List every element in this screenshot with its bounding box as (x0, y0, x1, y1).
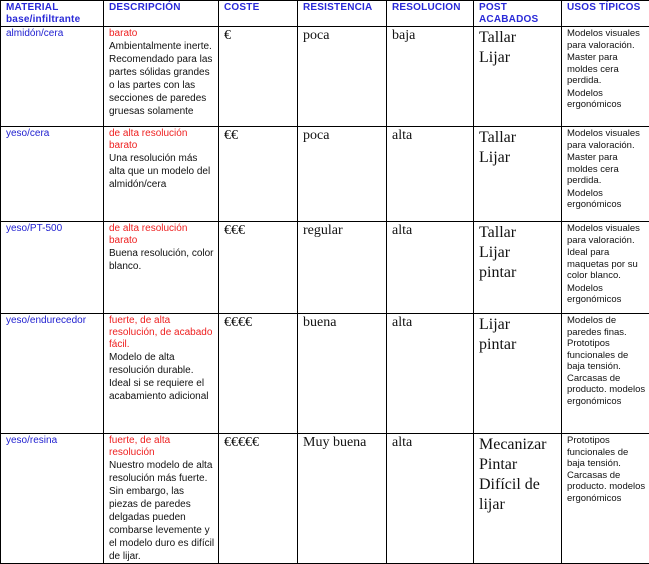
typical-uses-cell (562, 222, 649, 314)
resolution-value: baja (392, 28, 470, 44)
resistance-cell (298, 434, 387, 564)
resistance-value: poca (303, 28, 383, 44)
typical-use-item: Modelos visuales para valoración. (567, 28, 646, 51)
resolution-cell (387, 127, 474, 222)
cost-value: €€€€€ (224, 435, 294, 451)
post-finish-cell (474, 434, 562, 564)
post-finish-item: Difícil de lijar (479, 475, 558, 515)
material-name: yeso/resina (6, 435, 100, 447)
resistance-cell (298, 27, 387, 127)
post-finish-item: pintar (479, 263, 558, 283)
typical-use-item: Prototipos funcionales de baja tensión. Carcasas de producto. modelos ergonómicos (567, 435, 646, 504)
resolution-value: alta (392, 435, 470, 451)
resolution-value: alta (392, 128, 470, 144)
header-row (1, 1, 649, 27)
cost-cell (219, 222, 298, 314)
resistance-cell (298, 314, 387, 434)
description-highlight: fuerte, de alta resolución, de acabado fácil. (109, 315, 215, 351)
resistance-value: poca (303, 128, 383, 144)
description-cell (104, 222, 219, 314)
post-finish-cell (474, 27, 562, 127)
description-text: Modelo de alta resolución durable. Ideal si se requiere el acabamiento adicional (109, 351, 215, 403)
typical-use-item: Modelos ergonómicos (567, 188, 646, 211)
cost-value: €€€ (224, 223, 294, 239)
header-resistencia: RESISTENCIA (298, 1, 387, 27)
cost-cell (219, 434, 298, 564)
typical-use-item: Modelos ergonómicos (567, 283, 646, 306)
typical-use-item: Master para moldes cera perdida. (567, 52, 646, 87)
description-highlight: fuerte, de alta resolución (109, 435, 215, 459)
material-cell (1, 27, 104, 127)
material-name: yeso/endurecedor (6, 315, 100, 327)
post-finish-cell (474, 222, 562, 314)
cost-value: € (224, 28, 294, 44)
description-highlight: de alta resolución barato (109, 128, 215, 152)
header-coste: COSTE (219, 1, 298, 27)
typical-use-item: Modelos ergonómicos (567, 88, 646, 111)
typical-uses-cell (562, 314, 649, 434)
table-row (1, 127, 649, 222)
typical-use-item: Modelos visuales para valoración. (567, 128, 646, 151)
description-cell (104, 127, 219, 222)
post-finish-item: Tallar (479, 28, 558, 48)
description-text: Buena resolución, color blanco. (109, 247, 215, 273)
description-text: Nuestro modelo de alta resolución más fuerte. Sin embargo, las piezas de paredes delgadas pueden combarse levemente y el modelo duro es difícil de lijar. (109, 459, 215, 563)
post-finish-item: pintar (479, 335, 558, 355)
post-finish-cell (474, 314, 562, 434)
post-finish-item: Lijar (479, 315, 558, 335)
material-cell (1, 314, 104, 434)
typical-use-item: Master para moldes cera perdida. (567, 152, 646, 187)
header-descripcion: DESCRIPCIÓN (104, 1, 219, 27)
header-resolucion: RESOLUCION (387, 1, 474, 27)
typical-uses-cell (562, 434, 649, 564)
description-highlight: de alta resolución barato (109, 223, 215, 247)
resolution-value: alta (392, 315, 470, 331)
resolution-value: alta (392, 223, 470, 239)
typical-use-item: Modelos visuales para valoración. (567, 223, 646, 246)
cost-cell (219, 314, 298, 434)
resolution-cell (387, 222, 474, 314)
resistance-value: Muy buena (303, 435, 383, 451)
resistance-value: regular (303, 223, 383, 239)
resistance-cell (298, 222, 387, 314)
description-cell (104, 434, 219, 564)
table-row (1, 27, 649, 127)
cost-cell (219, 27, 298, 127)
table-row (1, 314, 649, 434)
table-row (1, 434, 649, 564)
header-usos-tipicos: USOS TÍPICOS (562, 1, 649, 27)
header-material: MATERIAL base/infiltrante (1, 1, 104, 27)
resolution-cell (387, 314, 474, 434)
cost-value: €€€€ (224, 315, 294, 331)
material-cell (1, 127, 104, 222)
typical-uses-cell (562, 27, 649, 127)
description-cell (104, 314, 219, 434)
typical-use-item: Modelos de paredes finas. Prototipos funcionales de baja tensión. Carcasas de producto. modelos ergonómicos (567, 315, 646, 407)
post-finish-item: Mecanizar (479, 435, 558, 455)
header-post-acabados: POST ACABADOS (474, 1, 562, 27)
description-cell (104, 27, 219, 127)
table-row (1, 222, 649, 314)
post-finish-item: Tallar (479, 128, 558, 148)
post-finish-cell (474, 127, 562, 222)
post-finish-item: Lijar (479, 243, 558, 263)
post-finish-item: Pintar (479, 455, 558, 475)
resolution-cell (387, 27, 474, 127)
resistance-cell (298, 127, 387, 222)
description-text: Ambientalmente inerte. Recomendado para las partes sólidas grandes o las partes con las secciones de paredes gruesas solamente (109, 40, 215, 118)
typical-uses-cell (562, 127, 649, 222)
material-cell (1, 222, 104, 314)
description-highlight: barato (109, 28, 215, 40)
resistance-value: buena (303, 315, 383, 331)
material-name: almidón/cera (6, 28, 100, 40)
cost-value: €€ (224, 128, 294, 144)
typical-use-item: Ideal para maquetas por su color blanco. (567, 247, 646, 282)
material-name: yeso/cera (6, 128, 100, 140)
material-cell (1, 434, 104, 564)
post-finish-item: Tallar (479, 223, 558, 243)
post-finish-item: Lijar (479, 48, 558, 68)
description-text: Una resolución más alta que un modelo del almidón/cera (109, 152, 215, 191)
cost-cell (219, 127, 298, 222)
post-finish-item: Lijar (479, 148, 558, 168)
material-name: yeso/PT-500 (6, 223, 100, 235)
resolution-cell (387, 434, 474, 564)
